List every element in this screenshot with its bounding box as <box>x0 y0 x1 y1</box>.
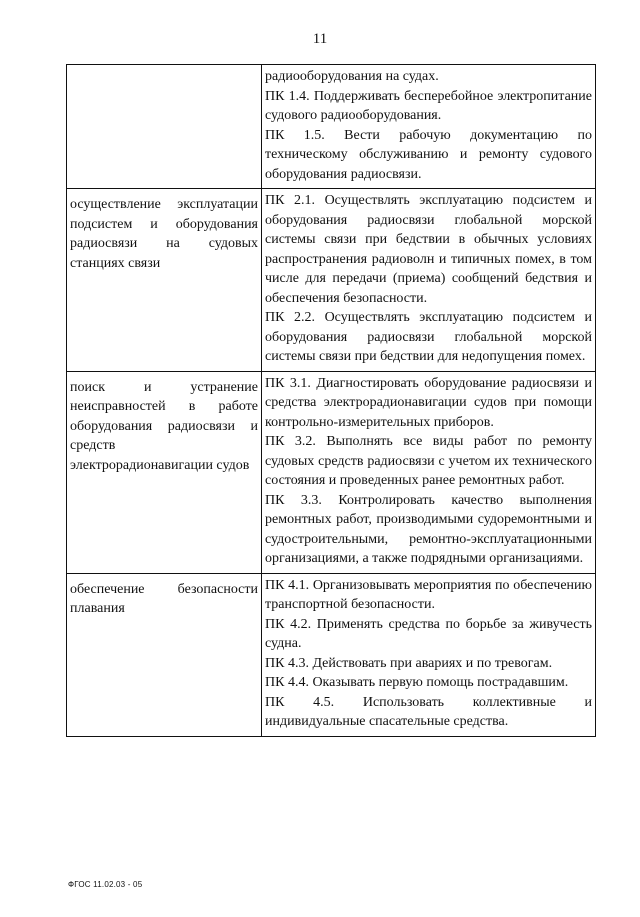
activity-area-text: поиск и устранение неисправностей в работе оборудования радиосвязи и средств электрорадионавигации судов <box>70 379 258 473</box>
document-code-footer: ФГОС 11.02.03 - 05 <box>68 880 143 889</box>
table-row <box>67 371 596 573</box>
competencies-cell <box>262 189 596 372</box>
activity-area-cell <box>67 189 262 372</box>
activity-area-cell <box>67 65 262 189</box>
activity-area-text: осуществление эксплуатации подсистем и оборудования радиосвязи на судовых станциях связи <box>70 197 258 271</box>
competency-text: ПК 3.1. Диагностировать оборудование радиосвязи и средства электрорадионавигации судов при помощи контрольно-измерительных приборов. <box>265 375 592 430</box>
table-row <box>67 65 596 189</box>
competency-text: ПК 4.1. Организовывать мероприятия по обеспечению транспортной безопасности. <box>265 577 592 612</box>
table-row <box>67 573 596 736</box>
page-number: 11 <box>312 31 328 47</box>
table-row <box>67 189 596 372</box>
competency-text: ПК 4.2. Применять средства по борьбе за живучесть судна. <box>265 616 592 651</box>
competency-text: ПК 1.5. Вести рабочую документацию по техническому обслуживанию и ремонту судового оборудования радиосвязи. <box>265 127 592 182</box>
competency-text: ПК 4.4. Оказывать первую помощь пострадавшим. <box>265 675 569 690</box>
activity-area-cell <box>67 371 262 573</box>
competencies-cell <box>262 65 596 189</box>
competency-text: ПК 4.3. Действовать при авариях и по тревогам. <box>265 655 553 671</box>
competency-text: ПК 3.2. Выполнять все виды работ по ремонту судовых средств радиосвязи с учетом их технического состояния и проведенных ранее ремонтных работ. <box>265 434 592 488</box>
competencies-cell <box>262 573 596 736</box>
activity-area-text: обеспечение безопасности плавания <box>70 581 258 616</box>
competencies-table <box>66 64 596 737</box>
competency-text: ПК 2.1. Осуществлять эксплуатацию подсистем и оборудования радиосвязи глобальной морской системы связи при бедствии в обычных условиях распространения радиоволн и типичных помех, в том числе для передачи (приема) сообщений бедствия и обеспечения безопасности. <box>265 193 592 306</box>
competency-text: ПК 4.5. Использовать коллективные и индивидуальные спасательные средства. <box>265 694 592 729</box>
activity-area-cell <box>67 573 262 736</box>
competency-text: ПК 1.4. Поддерживать бесперебойное электропитание судового радиооборудования. <box>265 88 592 123</box>
competency-text: ПК 3.3. Контролировать качество выполнения ремонтных работ, производимыми судоремонтными и судостроительными, ремонтно-эксплуатационными организациями, а также подрядными организациями. <box>265 492 592 566</box>
competency-text: радиооборудования на судах. <box>265 69 439 84</box>
competencies-cell <box>262 371 596 573</box>
competency-text: ПК 2.2. Осуществлять эксплуатацию подсистем и оборудования радиосвязи глобальной морской системы связи при бедствии для недопущения помех. <box>265 310 592 364</box>
